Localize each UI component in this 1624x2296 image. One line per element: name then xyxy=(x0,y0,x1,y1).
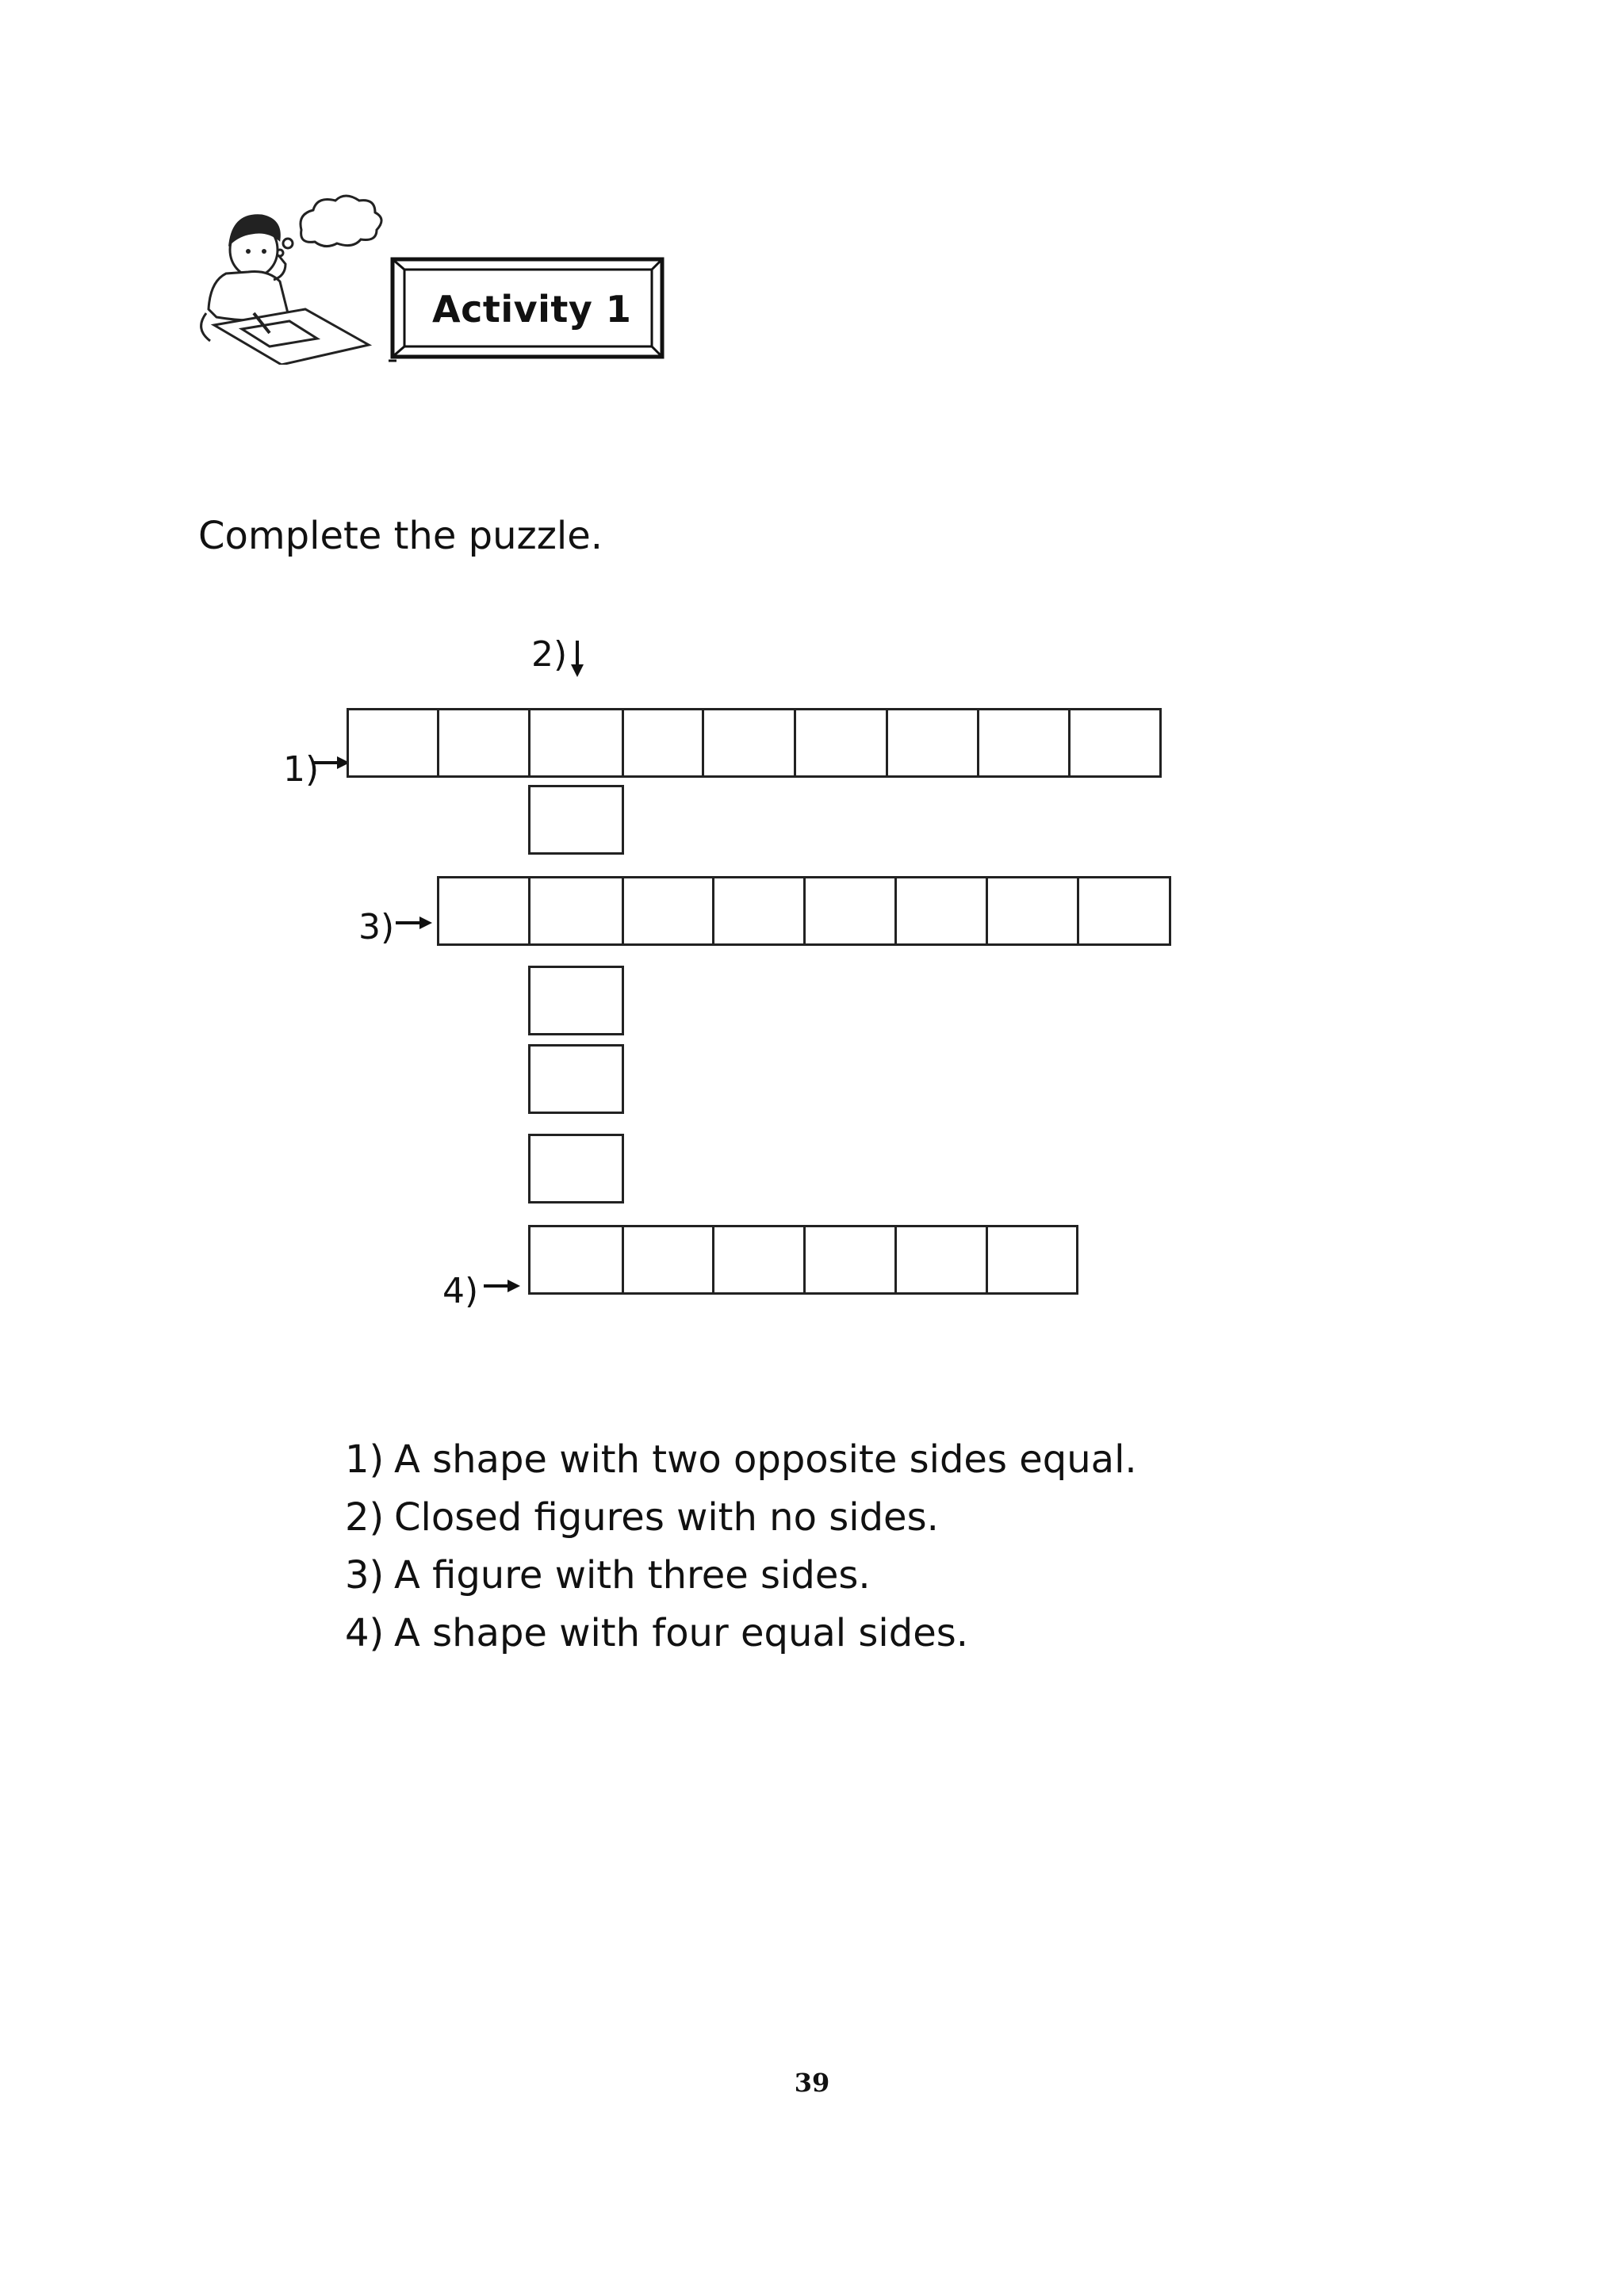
crossword-cell[interactable] xyxy=(803,1225,897,1295)
crossword-cell[interactable] xyxy=(702,708,796,778)
clue-item xyxy=(345,1431,1137,1489)
crossword-cell[interactable] xyxy=(1068,708,1162,778)
clue-list xyxy=(345,1431,1137,1663)
crossword-cell[interactable] xyxy=(712,876,806,946)
crossword-cell[interactable] xyxy=(528,785,624,855)
clue-item xyxy=(345,1547,1137,1605)
crossword-cell[interactable] xyxy=(894,876,988,946)
clue-number: 3) xyxy=(345,1553,385,1598)
crossword-cell[interactable] xyxy=(712,1225,806,1295)
crossword-cell[interactable] xyxy=(986,876,1079,946)
activity-title-box xyxy=(389,255,668,362)
down-arrow-icon xyxy=(568,639,587,679)
clue-text: A shape with four equal sides. xyxy=(394,1611,969,1655)
crossword-cell[interactable] xyxy=(437,876,530,946)
across-1-label: 1) xyxy=(283,749,320,790)
clue-item xyxy=(345,1605,1137,1663)
clue-number: 2) xyxy=(345,1495,385,1540)
crossword-cell[interactable] xyxy=(528,966,624,1035)
page-number: 39 xyxy=(794,2068,830,2098)
crossword-cell[interactable] xyxy=(794,708,888,778)
crossword-cell[interactable] xyxy=(622,1225,714,1295)
crossword-cell[interactable] xyxy=(622,876,714,946)
clue-text: Closed figures with no sides. xyxy=(394,1495,939,1540)
activity-title: Activity 1 xyxy=(432,287,632,331)
clue-item xyxy=(345,1489,1137,1547)
instruction-text: Complete the puzzle. xyxy=(198,514,603,558)
crossword-cell[interactable] xyxy=(528,1044,624,1114)
clue-text: A figure with three sides. xyxy=(394,1553,871,1598)
across-3-label: 3) xyxy=(358,907,395,947)
crossword-cell[interactable] xyxy=(622,708,704,778)
crossword-cell[interactable] xyxy=(803,876,897,946)
crossword-cell[interactable] xyxy=(886,708,979,778)
across-4-label: 4) xyxy=(442,1271,479,1311)
down-2-label: 2) xyxy=(531,634,568,675)
crossword-cell[interactable] xyxy=(1077,876,1171,946)
crossword-cell[interactable] xyxy=(347,708,439,778)
child-thinking-at-desk-icon xyxy=(194,194,393,365)
crossword-cell[interactable] xyxy=(528,708,624,778)
clue-number: 1) xyxy=(345,1437,385,1482)
crossword-cell[interactable] xyxy=(528,1225,624,1295)
crossword-cell[interactable] xyxy=(894,1225,988,1295)
clue-number: 4) xyxy=(345,1611,385,1655)
crossword-cell[interactable] xyxy=(528,1134,624,1203)
crossword-cell[interactable] xyxy=(977,708,1071,778)
crossword-cell[interactable] xyxy=(528,876,624,946)
crossword-cell[interactable] xyxy=(986,1225,1078,1295)
right-arrow-icon xyxy=(312,753,351,772)
right-arrow-icon xyxy=(394,913,434,932)
crossword-cell[interactable] xyxy=(437,708,530,778)
right-arrow-icon xyxy=(482,1276,522,1295)
clue-text: A shape with two opposite sides equal. xyxy=(394,1437,1137,1482)
